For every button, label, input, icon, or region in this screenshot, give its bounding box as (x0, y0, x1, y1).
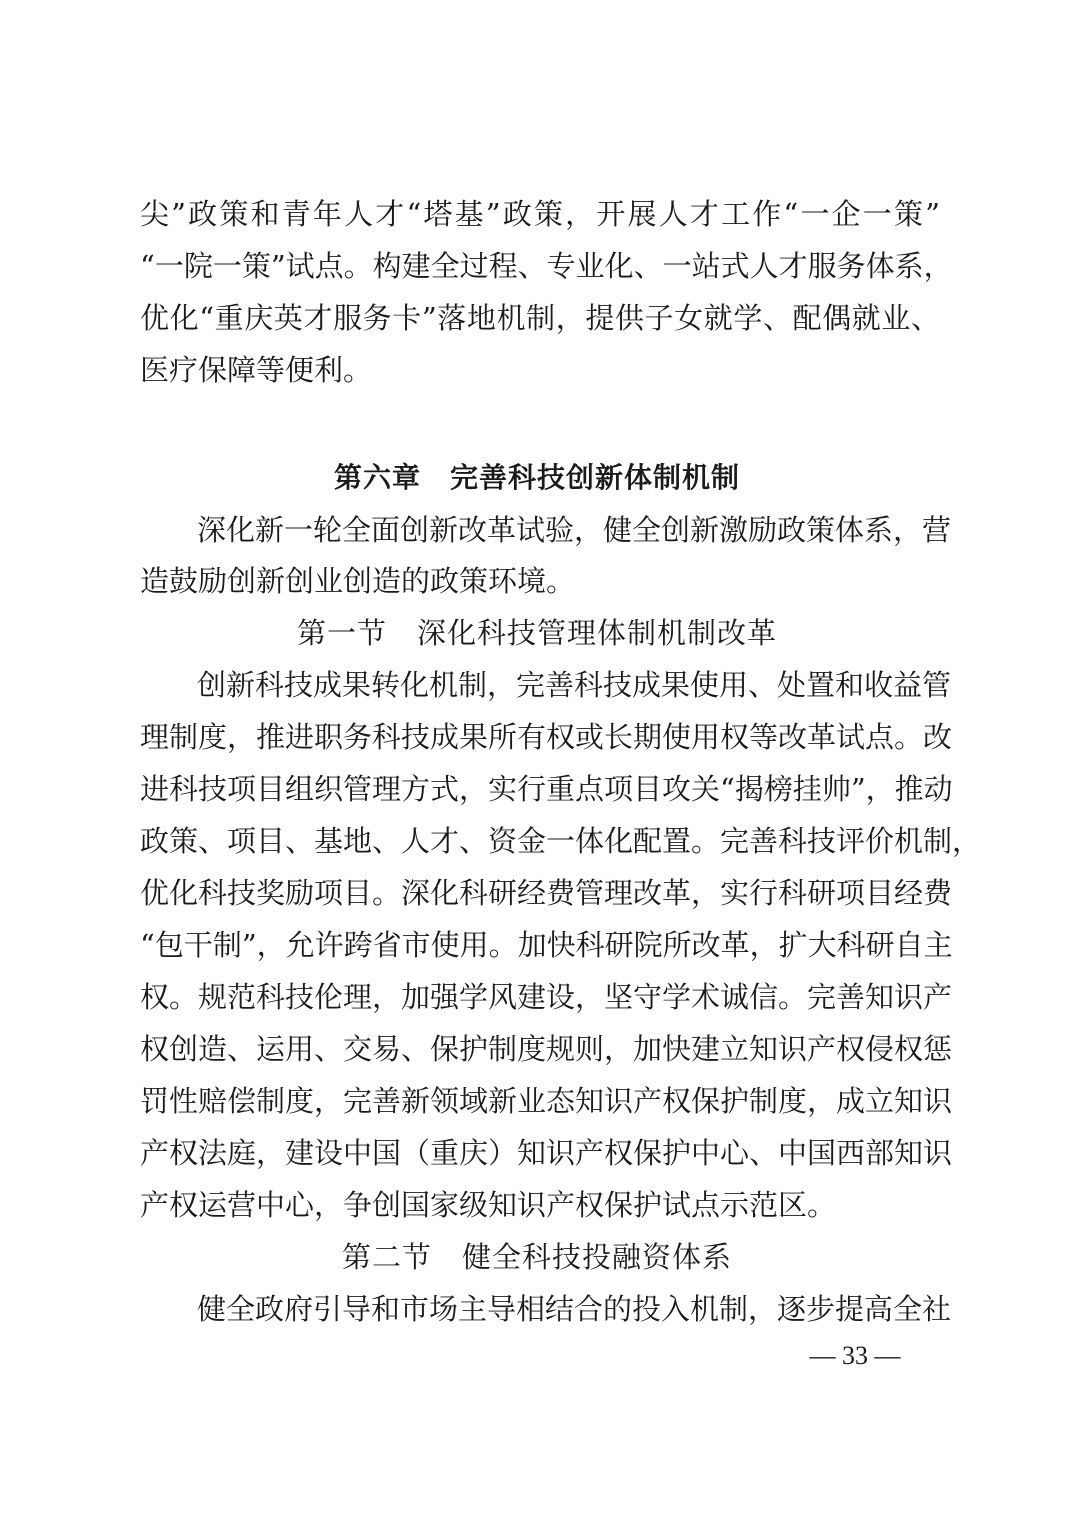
intro-line-1: 尖”政策和青年人才“塔基”政策，开展人才工作“一企一策” (140, 197, 940, 231)
intro-line-3: 优化“重庆英才服务卡”落地机制，提供子女就学、配偶就业、 (140, 301, 940, 335)
section-1-line-4: 政策、项目、基地、人才、资金一体化配置。完善科技评价机制， (140, 824, 982, 858)
page-number: — 33 — (809, 1341, 901, 1370)
section-1-line-10: 产权法庭，建设中国（重庆）知识产权保护中心、中国西部知识 (140, 1136, 953, 1170)
section-1-title: 第一节 深化科技管理体制机制改革 (296, 616, 777, 650)
section-1-line-1: 创新科技成果转化机制，完善科技成果使用、处置和收益管 (197, 668, 952, 702)
section-1-line-7: 权。规范科技伦理，加强学风建设，坚守学术诚信。完善知识产 (140, 980, 953, 1014)
chapter-title: 第六章 完善科技创新体制机制 (333, 461, 740, 494)
section-1-line-11: 产权运营中心，争创国家级知识产权保护试点示范区。 (140, 1188, 837, 1222)
section-1-line-8: 权创造、运用、交易、保护制度规则，加快建立知识产权侵权惩 (140, 1032, 953, 1066)
section-1-line-9: 罚性赔偿制度，完善新领域新业态知识产权保护制度，成立知识 (140, 1084, 953, 1118)
section-2-line-1: 健全政府引导和市场主导相结合的投入机制，逐步提高全社 (197, 1292, 952, 1326)
section-2-title: 第二节 健全科技投融资体系 (341, 1240, 732, 1274)
section-1-line-6: “包干制”，允许跨省市使用。加快科研院所改革，扩大科研自主 (140, 928, 953, 962)
section-1-line-3: 进科技项目组织管理方式，实行重点项目攻关“揭榜挂帅”，推动 (140, 772, 953, 806)
section-1-line-2: 理制度，推进职务科技成果所有权或长期使用权等改革试点。改 (140, 720, 953, 754)
chapter-line-2: 造鼓励创新创业创造的政策环境。 (140, 564, 576, 598)
intro-line-2: “一院一策”试点。构建全过程、专业化、一站式人才服务体系， (140, 249, 953, 283)
section-1-line-5: 优化科技奖励项目。深化科研经费管理改革，实行科研项目经费 (140, 876, 953, 910)
chapter-line-1: 深化新一轮全面创新改革试验，健全创新激励政策体系，营 (197, 513, 952, 547)
intro-line-4: 医疗保障等便利。 (140, 353, 373, 387)
